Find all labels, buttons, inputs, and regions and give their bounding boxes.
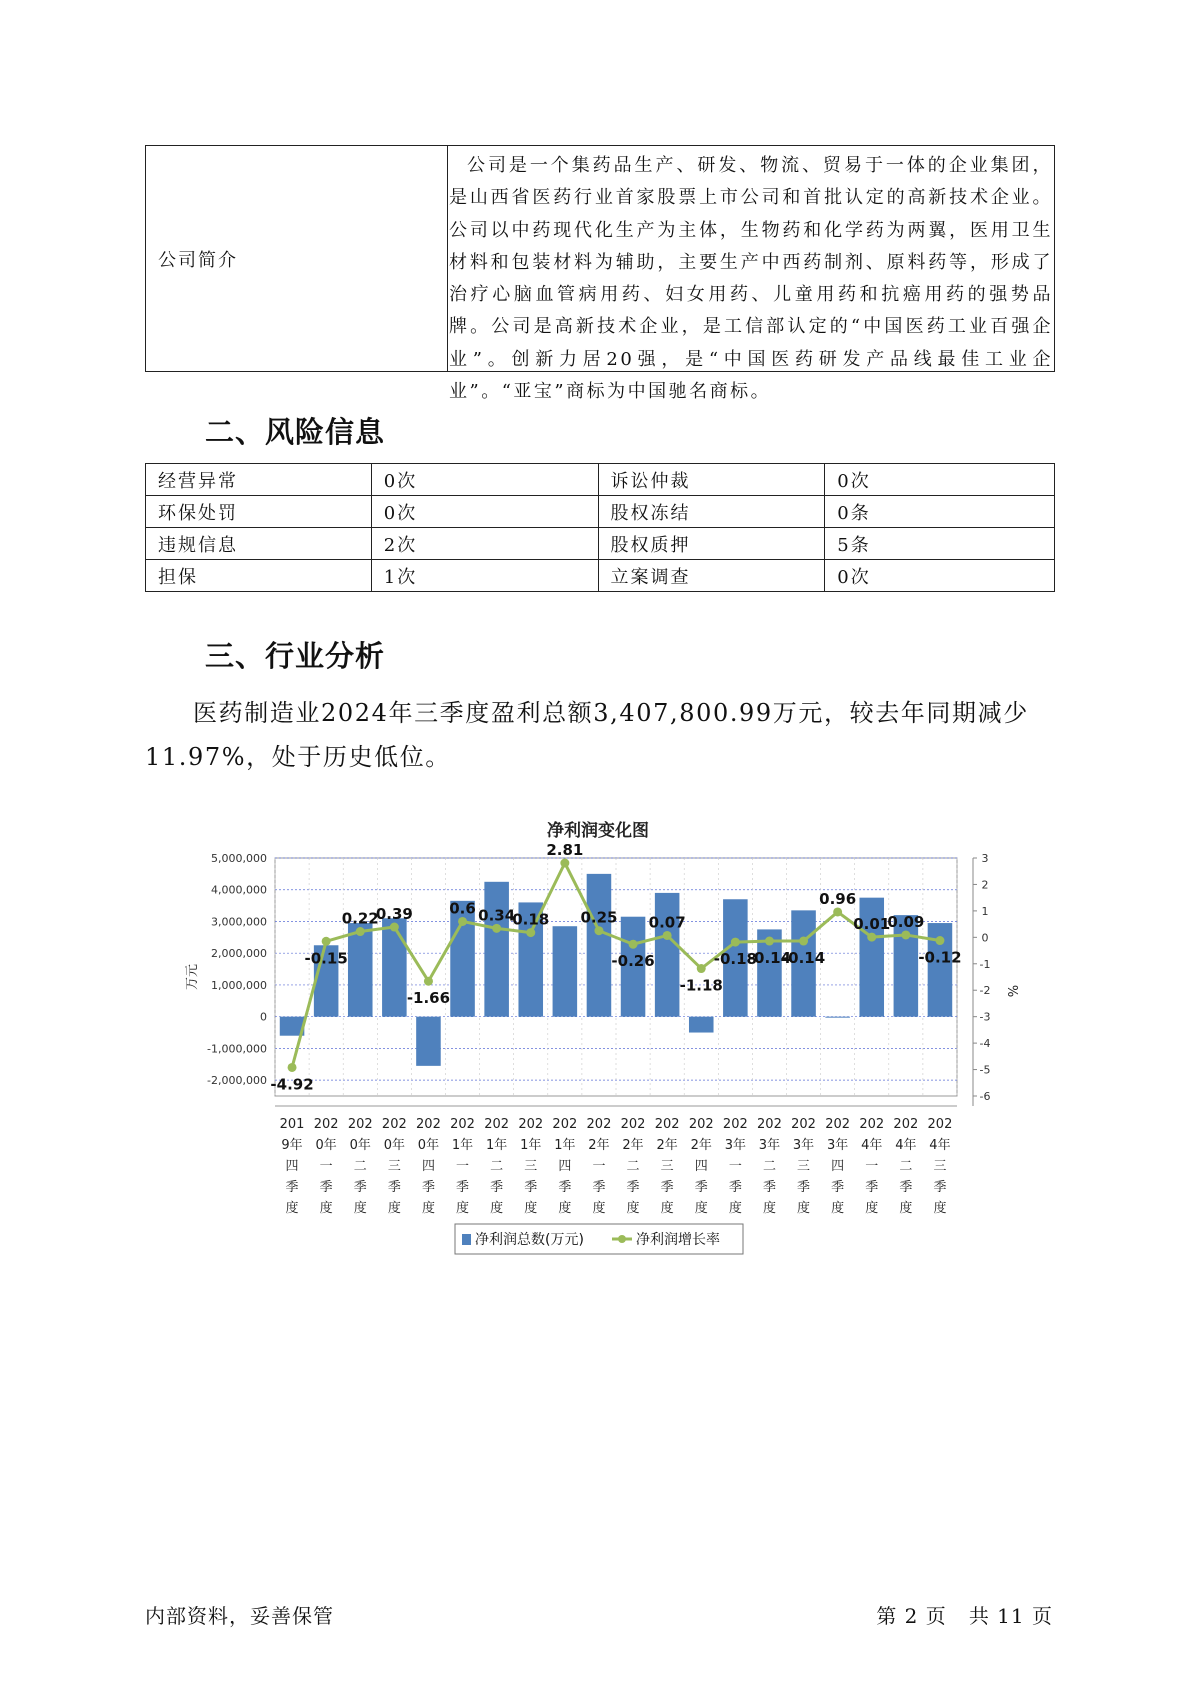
risk-value: 0次 (371, 496, 598, 528)
growth-point (356, 927, 365, 936)
x-tick-label: 202 (859, 1117, 885, 1132)
growth-data-label: 0.01 (853, 915, 891, 934)
growth-point (697, 964, 706, 973)
net-profit-chart (0, 800, 1191, 1270)
growth-point (935, 936, 944, 945)
footer-page-number: 第 2 页 共 11 页 (876, 1604, 1053, 1628)
y-left-tick-label: 2,000,000 (211, 947, 267, 961)
risk-label: 股权冻结 (598, 496, 825, 528)
bar (382, 918, 407, 1016)
x-tick-label: 四 (694, 1159, 708, 1174)
x-tick-label: 3年 (792, 1138, 815, 1153)
x-tick-label: 0年 (383, 1138, 405, 1153)
x-tick-label: 二 (626, 1159, 640, 1174)
x-tick-label: 2年 (588, 1138, 610, 1153)
risk-value: 0次 (825, 560, 1055, 592)
x-tick-label: 季 (865, 1180, 879, 1195)
x-tick-label: 2年 (690, 1138, 712, 1153)
risk-label: 经营异常 (146, 464, 372, 496)
x-tick-label: 度 (762, 1201, 776, 1216)
x-tick-label: 季 (728, 1180, 742, 1195)
x-tick-label: 度 (319, 1201, 333, 1216)
growth-data-label: -1.18 (679, 976, 723, 995)
growth-data-label: 0.18 (512, 910, 550, 929)
x-tick-label: 202 (688, 1117, 714, 1132)
x-tick-label: 一 (865, 1159, 879, 1174)
x-tick-label: 季 (558, 1180, 572, 1195)
growth-point (663, 931, 672, 940)
x-tick-label: 季 (797, 1180, 811, 1195)
y-right-tick-label: -3 (979, 1010, 991, 1024)
growth-point (731, 938, 740, 947)
x-tick-label: 1年 (554, 1138, 576, 1153)
x-tick-label: 一 (592, 1159, 606, 1174)
risk-label: 担保 (146, 560, 372, 592)
risk-label: 股权质押 (598, 528, 825, 560)
x-tick-label: 0年 (315, 1138, 337, 1153)
x-tick-label: 202 (416, 1117, 441, 1132)
x-tick-label: 202 (552, 1117, 578, 1132)
x-tick-label: 1年 (520, 1138, 542, 1153)
x-tick-label: 三 (660, 1159, 674, 1174)
x-tick-label: 一 (456, 1159, 470, 1174)
y-left-tick-label: 5,000,000 (211, 852, 267, 865)
x-tick-label: 度 (387, 1201, 401, 1216)
growth-data-label: 0.39 (375, 905, 413, 924)
x-tick-label: 3年 (827, 1138, 849, 1153)
risk-value: 2次 (371, 528, 598, 560)
growth-point (867, 933, 876, 942)
x-tick-label: 度 (626, 1201, 640, 1216)
bar (348, 923, 373, 1017)
y-left-tick-label: -1,000,000 (207, 1042, 267, 1056)
y-right-axis-title: % (1004, 984, 1019, 998)
x-tick-label: 度 (558, 1201, 572, 1216)
x-tick-label: 202 (313, 1117, 339, 1132)
x-tick-label: 202 (825, 1117, 851, 1132)
x-tick-label: 4年 (929, 1138, 951, 1153)
legend-bar-label: 净利润总数(万元) (475, 1232, 584, 1248)
risk-value: 0次 (371, 464, 598, 496)
y-right-tick-label: -1 (979, 957, 991, 971)
risk-table (145, 463, 1055, 592)
risk-label: 环保处罚 (146, 496, 372, 528)
x-tick-label: 三 (933, 1159, 947, 1174)
industry-paragraph (145, 691, 1055, 779)
x-tick-label: 4年 (861, 1138, 883, 1153)
x-tick-label: 202 (381, 1117, 407, 1132)
growth-data-label: 2.81 (546, 841, 584, 860)
x-tick-label: 202 (791, 1117, 816, 1132)
intro-text (449, 150, 1053, 408)
risk-row (146, 464, 1055, 496)
x-tick-label: 三 (797, 1159, 811, 1174)
x-tick-label: 2年 (656, 1138, 678, 1153)
growth-point (901, 930, 910, 939)
x-tick-label: 季 (490, 1180, 504, 1195)
x-tick-label: 季 (592, 1180, 606, 1195)
x-tick-label: 二 (899, 1159, 913, 1174)
x-tick-label: 季 (319, 1180, 333, 1195)
y-left-axis-title: 万元 (185, 963, 200, 991)
company-intro-table (145, 145, 1055, 403)
x-tick-label: 季 (899, 1180, 913, 1195)
risk-value: 0条 (825, 496, 1055, 528)
bar (825, 1017, 850, 1018)
x-tick-label: 二 (490, 1159, 504, 1174)
risk-label: 诉讼仲裁 (598, 464, 825, 496)
x-tick-label: 度 (831, 1201, 845, 1216)
growth-point (526, 928, 535, 937)
x-tick-label: 202 (620, 1117, 646, 1132)
growth-data-label: -0.12 (918, 948, 962, 967)
risk-value: 1次 (371, 560, 598, 592)
bar (655, 893, 680, 1017)
x-tick-label: 度 (728, 1201, 742, 1216)
bar (689, 1017, 714, 1033)
x-tick-label: 季 (762, 1180, 776, 1195)
growth-data-label: 0.6 (449, 899, 476, 918)
growth-data-label: 0.34 (478, 906, 516, 925)
growth-point (833, 907, 842, 916)
chart-title: 净利润变化图 (547, 821, 649, 841)
bar (587, 874, 612, 1017)
bar (484, 882, 509, 1017)
growth-point (799, 937, 808, 946)
growth-point (594, 926, 603, 935)
x-tick-label: 202 (484, 1117, 510, 1132)
growth-data-label: -0.18 (713, 950, 757, 969)
growth-data-label: 0.25 (580, 908, 618, 927)
x-tick-label: 202 (347, 1117, 373, 1132)
x-tick-label: 0年 (349, 1138, 371, 1153)
y-right-tick-label: 0 (981, 931, 989, 945)
y-right-tick-label: 1 (981, 904, 989, 918)
y-right-tick-label: 2 (981, 878, 989, 892)
intro-paragraph: 公司是一个集药品生产、研发、物流、贸易于一体的企业集团，是山西省医药行业首家股票上市公司和首批认定的高新技术企业。公司以中药现代化生产为主体，生物药和化学药为两翼，医用卫生材料和包装材料为辅助，主要生产中西药制剂、原料药等，形成了治疗心脑血管病用药、妇女用药、儿童用药和抗癌用药的强势品牌。公司是高新技术企业，是工信部认定的“中国医药工业百强企业”。创新力居20强，是“中国医药研发产品线最佳工业企业”。“亚宝”商标为中国驰名商标。 (449, 155, 1053, 403)
x-tick-label: 202 (586, 1117, 612, 1132)
growth-data-label: -0.14 (781, 949, 826, 968)
growth-point (322, 937, 331, 946)
growth-point (424, 977, 433, 986)
x-tick-label: 1年 (486, 1138, 508, 1153)
x-tick-label: 一 (319, 1159, 333, 1174)
growth-data-label: -0.15 (304, 949, 348, 968)
x-tick-label: 度 (694, 1201, 708, 1216)
legend-line-label: 净利润增长率 (636, 1232, 720, 1248)
x-tick-label: 2年 (622, 1138, 644, 1153)
x-tick-label: 季 (694, 1180, 708, 1195)
x-tick-label: 度 (933, 1201, 947, 1216)
x-tick-label: 度 (524, 1201, 538, 1216)
x-tick-label: 1年 (451, 1138, 474, 1153)
x-tick-label: 四 (558, 1159, 572, 1174)
x-tick-label: 度 (456, 1201, 470, 1216)
growth-data-label: 0.96 (819, 889, 857, 908)
x-tick-label: 季 (660, 1180, 674, 1195)
industry-heading: 三、行业分析 (205, 639, 386, 673)
risk-row (146, 496, 1055, 528)
growth-data-label: -0.14 (747, 949, 792, 968)
x-tick-label: 四 (285, 1159, 299, 1174)
growth-data-label: -1.66 (406, 989, 451, 1008)
x-tick-label: 202 (893, 1117, 919, 1132)
y-right-tick-label: -2 (979, 984, 991, 998)
x-tick-label: 度 (797, 1201, 811, 1216)
x-tick-label: 202 (518, 1117, 544, 1132)
growth-point (492, 924, 501, 933)
x-tick-label: 202 (654, 1117, 680, 1132)
x-tick-label: 0年 (417, 1138, 440, 1153)
footer-confidential: 内部资料，妥善保管 (145, 1604, 334, 1628)
risk-label: 违规信息 (146, 528, 372, 560)
y-left-tick-label: 3,000,000 (211, 915, 267, 929)
growth-point (288, 1063, 297, 1072)
x-tick-label: 季 (524, 1180, 538, 1195)
risk-value: 0次 (825, 464, 1055, 496)
x-tick-label: 二 (762, 1159, 776, 1174)
x-tick-label: 202 (927, 1117, 953, 1132)
growth-data-label: -4.92 (270, 1075, 314, 1094)
risk-heading: 二、风险信息 (205, 415, 386, 449)
y-left-tick-label: -2,000,000 (207, 1074, 267, 1088)
x-tick-label: 季 (421, 1180, 435, 1195)
x-tick-label: 9年 (281, 1138, 303, 1153)
x-tick-label: 202 (450, 1117, 475, 1132)
growth-point (560, 859, 569, 868)
x-tick-label: 度 (285, 1201, 299, 1216)
x-tick-label: 202 (757, 1117, 782, 1132)
x-tick-label: 季 (285, 1180, 299, 1195)
x-tick-label: 三 (387, 1159, 401, 1174)
y-right-tick-label: 3 (981, 852, 989, 865)
x-tick-label: 3年 (724, 1138, 746, 1153)
x-tick-label: 季 (387, 1180, 401, 1195)
growth-point (458, 917, 467, 926)
x-tick-label: 3年 (758, 1138, 781, 1153)
growth-data-label: 0.09 (887, 912, 925, 931)
x-tick-label: 季 (831, 1180, 845, 1195)
x-tick-label: 度 (421, 1201, 435, 1216)
x-tick-label: 季 (353, 1180, 367, 1195)
bar (416, 1017, 441, 1066)
growth-point (629, 940, 638, 949)
x-tick-label: 一 (728, 1159, 742, 1174)
legend-line-marker (618, 1235, 626, 1243)
y-left-tick-label: 1,000,000 (211, 978, 267, 992)
legend-bar-swatch (462, 1234, 471, 1245)
risk-row (146, 528, 1055, 560)
y-left-tick-label: 0 (260, 1010, 267, 1024)
growth-data-label: -0.26 (611, 952, 655, 971)
risk-row (146, 560, 1055, 592)
x-tick-label: 度 (592, 1201, 606, 1216)
industry-text: 医药制造业2024年三季度盈利总额3,407,800.99万元，较去年同期减少11.97%，处于历史低位。 (145, 699, 1029, 771)
y-right-tick-label: -5 (979, 1063, 991, 1077)
x-tick-label: 四 (831, 1159, 845, 1174)
x-tick-label: 三 (524, 1159, 538, 1174)
x-tick-label: 度 (660, 1201, 674, 1216)
intro-label: 公司简介 (146, 146, 448, 371)
x-tick-label: 四 (421, 1159, 435, 1174)
x-tick-label: 度 (865, 1201, 879, 1216)
x-tick-label: 季 (626, 1180, 640, 1195)
x-tick-label: 季 (456, 1180, 470, 1195)
y-right-tick-label: -4 (979, 1037, 991, 1051)
y-left-tick-label: 4,000,000 (211, 883, 267, 897)
bar (553, 926, 578, 1016)
growth-data-label: 0.07 (648, 913, 686, 932)
x-tick-label: 201 (279, 1117, 305, 1132)
x-tick-label: 度 (899, 1201, 913, 1216)
x-tick-label: 度 (353, 1201, 367, 1216)
x-tick-label: 4年 (895, 1138, 917, 1153)
growth-point (765, 937, 774, 946)
y-right-tick-label: -6 (979, 1090, 991, 1103)
risk-value: 5条 (825, 528, 1055, 560)
x-tick-label: 度 (490, 1201, 504, 1216)
x-tick-label: 202 (722, 1117, 748, 1132)
x-tick-label: 季 (933, 1180, 947, 1195)
risk-label: 立案调查 (598, 560, 825, 592)
growth-point (390, 923, 399, 932)
x-tick-label: 二 (353, 1159, 367, 1174)
growth-data-label: 0.22 (341, 909, 379, 928)
